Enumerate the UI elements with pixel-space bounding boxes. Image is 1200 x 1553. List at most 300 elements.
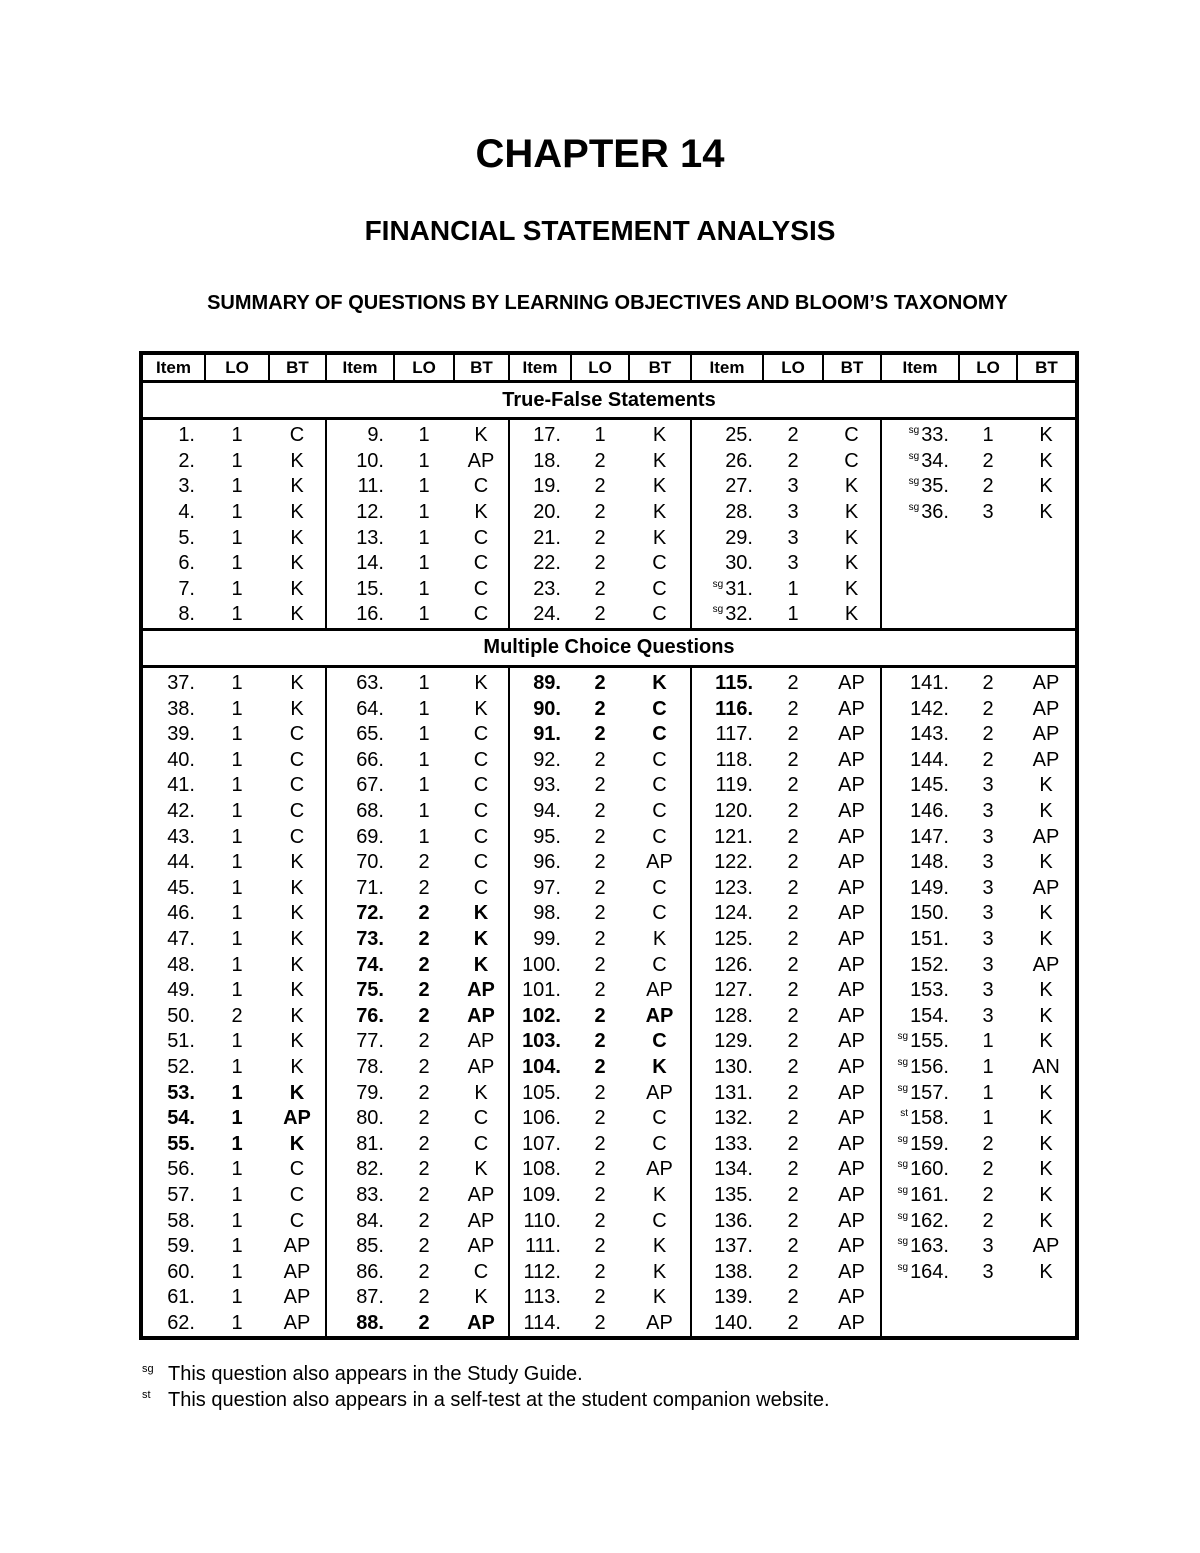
item-label: 118. <box>715 748 753 771</box>
item-label: 107. <box>522 1132 561 1155</box>
blooms-taxonomy: K <box>473 953 489 976</box>
item-label: 76. <box>356 1004 384 1027</box>
learning-objective: 3 <box>982 1260 994 1283</box>
blooms-taxonomy: K <box>1039 927 1053 950</box>
blooms-taxonomy: K <box>1039 449 1053 472</box>
item-number <box>509 1055 571 1081</box>
summary-table <box>139 351 1079 1340</box>
item-number <box>326 1106 394 1132</box>
learning-objective: 2 <box>594 552 606 575</box>
learning-objective: 2 <box>787 1081 799 1104</box>
learning-objective: 2 <box>594 851 606 874</box>
header-row <box>141 353 1077 382</box>
item-number <box>509 696 571 722</box>
learning-objective: 1 <box>418 475 430 498</box>
item-number <box>691 748 763 774</box>
item-number <box>881 876 959 902</box>
blooms-taxonomy: K <box>289 1081 305 1104</box>
learning-objective: 2 <box>418 1286 430 1309</box>
item-label: 68. <box>356 800 384 823</box>
item-label: 104. <box>522 1055 561 1078</box>
item-label: 135. <box>714 1183 753 1206</box>
blooms-taxonomy: C <box>289 774 305 797</box>
blooms-taxonomy: AP <box>283 1286 311 1309</box>
item-label: 87. <box>356 1286 384 1309</box>
item-number <box>691 1183 763 1209</box>
blooms-taxonomy: K <box>1039 1209 1053 1232</box>
learning-objective: 1 <box>231 577 243 600</box>
table-row <box>141 773 1077 799</box>
item-label: 7. <box>178 577 195 600</box>
learning-objective: 2 <box>787 1183 799 1206</box>
learning-objective: 1 <box>231 927 243 950</box>
learning-objective: 3 <box>982 851 994 874</box>
item-number <box>326 773 394 799</box>
learning-objective: 1 <box>231 672 243 695</box>
item-number <box>881 449 959 475</box>
blooms-taxonomy: AP <box>646 1158 673 1181</box>
item-number <box>141 824 205 850</box>
learning-objective: 2 <box>418 1055 430 1078</box>
blooms-taxonomy: C <box>844 424 859 447</box>
footnote-text: This question also appears in a self-test at the student companion website. <box>168 1389 830 1411</box>
blooms-taxonomy: K <box>474 424 488 447</box>
item-number <box>881 1003 959 1029</box>
learning-objective: 2 <box>982 1209 994 1232</box>
learning-objective: 2 <box>787 774 799 797</box>
learning-objective: 2 <box>594 825 606 848</box>
item-number <box>509 449 571 475</box>
header-bt: BT <box>454 353 509 382</box>
table-row <box>141 748 1077 774</box>
item-number <box>881 696 959 722</box>
item-label: 138. <box>714 1260 753 1283</box>
blooms-taxonomy: AP <box>1032 748 1060 771</box>
blooms-taxonomy: K <box>1039 774 1053 797</box>
item-number <box>881 978 959 1004</box>
item-label: 130. <box>714 1055 753 1078</box>
header-bt: BT <box>1017 353 1077 382</box>
blooms-taxonomy: AP <box>645 1004 674 1027</box>
blooms-taxonomy: AP <box>467 449 495 472</box>
blooms-taxonomy: AP <box>467 1030 495 1053</box>
blooms-taxonomy: AP <box>838 1107 865 1130</box>
item-label: 124. <box>714 902 753 925</box>
item-label: 38. <box>167 697 195 720</box>
item-number <box>881 474 959 500</box>
blooms-taxonomy: K <box>652 1260 667 1283</box>
blooms-taxonomy: C <box>473 825 489 848</box>
item-number <box>141 1080 205 1106</box>
item-number <box>509 1183 571 1209</box>
table-row <box>141 1285 1077 1311</box>
item-label: 63. <box>356 672 384 695</box>
item-number <box>326 500 394 526</box>
item-label: 128. <box>714 1004 753 1027</box>
learning-objective: 2 <box>982 1132 994 1155</box>
blooms-taxonomy: K <box>1039 979 1053 1002</box>
blooms-taxonomy: C <box>652 1107 667 1130</box>
learning-objective: 2 <box>594 1260 606 1283</box>
item-label: 61. <box>167 1286 195 1309</box>
learning-objective: 2 <box>418 927 430 950</box>
item-label: 20. <box>533 501 561 524</box>
blooms-taxonomy: AP <box>283 1107 311 1130</box>
blooms-taxonomy: AP <box>838 1183 865 1206</box>
item-label: 45. <box>167 876 195 899</box>
item-number <box>691 500 763 526</box>
blooms-taxonomy: AP <box>1032 697 1060 720</box>
table-row <box>141 927 1077 953</box>
blooms-taxonomy: C <box>652 1209 667 1232</box>
item-label: 92. <box>533 748 561 771</box>
blooms-taxonomy <box>1017 1285 1077 1311</box>
item-label: 75. <box>356 979 384 1002</box>
learning-objective: 3 <box>982 1235 994 1258</box>
item-number <box>141 1285 205 1311</box>
header-lo: LO <box>763 353 823 382</box>
item-label: 2. <box>178 449 195 472</box>
header-bt: BT <box>269 353 326 382</box>
learning-objective: 1 <box>231 851 243 874</box>
table-row <box>141 1183 1077 1209</box>
item-number <box>326 1080 394 1106</box>
item-label: 79. <box>356 1081 384 1104</box>
learning-objective: 2 <box>594 876 606 899</box>
blooms-taxonomy: C <box>473 526 489 549</box>
item-label: 13. <box>356 526 384 549</box>
learning-objective: 1 <box>418 672 430 695</box>
blooms-taxonomy: AP <box>646 851 673 874</box>
item-number <box>326 927 394 953</box>
item-number <box>691 1029 763 1055</box>
table-row <box>141 1234 1077 1260</box>
blooms-taxonomy: AP <box>838 1209 865 1232</box>
learning-objective: 1 <box>231 449 243 472</box>
learning-objective <box>959 525 1017 551</box>
item-number <box>691 722 763 748</box>
blooms-taxonomy: K <box>290 1055 304 1078</box>
item-label: 96. <box>533 851 561 874</box>
item-number <box>326 1183 394 1209</box>
blooms-taxonomy: K <box>1039 1004 1053 1027</box>
item-mark: sg <box>712 578 724 590</box>
table-row <box>141 1106 1077 1132</box>
blooms-taxonomy: C <box>289 800 305 823</box>
learning-objective: 2 <box>594 1158 606 1181</box>
learning-objective: 2 <box>594 1311 606 1334</box>
learning-objective: 1 <box>418 577 430 600</box>
item-label: 140. <box>714 1311 753 1334</box>
blooms-taxonomy: AP <box>467 1183 495 1206</box>
item-number <box>141 449 205 475</box>
learning-objective: 2 <box>418 953 430 976</box>
item-number <box>509 1285 571 1311</box>
item-label: 154. <box>910 1004 949 1027</box>
item-label: 144. <box>910 748 949 771</box>
item-mark: sg <box>897 1210 909 1222</box>
item-number <box>141 722 205 748</box>
blooms-taxonomy: AP <box>283 1311 311 1334</box>
blooms-taxonomy: AP <box>1032 1235 1060 1258</box>
item-number <box>509 577 571 603</box>
item-label: 85. <box>356 1235 384 1258</box>
learning-objective: 1 <box>418 800 430 823</box>
blooms-taxonomy: K <box>1039 501 1053 524</box>
item-label: 131. <box>714 1081 753 1104</box>
item-number <box>881 1183 959 1209</box>
table-row <box>141 551 1077 577</box>
table-row <box>141 1003 1077 1029</box>
section-header <box>141 629 1077 666</box>
learning-objective: 2 <box>594 927 606 950</box>
item-number <box>326 952 394 978</box>
learning-objective: 2 <box>787 1055 799 1078</box>
learning-objective: 3 <box>982 774 994 797</box>
item-number <box>509 722 571 748</box>
blooms-taxonomy: K <box>290 449 304 472</box>
item-mark: sg <box>897 1184 909 1196</box>
learning-objective: 2 <box>787 723 799 746</box>
blooms-taxonomy: K <box>474 501 488 524</box>
blooms-taxonomy: AP <box>467 1004 495 1027</box>
blooms-taxonomy: K <box>474 1081 488 1104</box>
blooms-taxonomy: C <box>652 774 667 797</box>
item-mark: sg <box>908 450 920 462</box>
blooms-taxonomy: K <box>1039 851 1053 874</box>
item-label: 48. <box>167 953 195 976</box>
blooms-taxonomy <box>1017 551 1077 577</box>
item-number <box>881 551 959 577</box>
item-label: 159. <box>910 1132 949 1155</box>
learning-objective: 1 <box>231 1209 243 1232</box>
learning-objective: 1 <box>231 1107 243 1130</box>
table-row <box>141 901 1077 927</box>
table-row <box>141 1208 1077 1234</box>
table-row <box>141 722 1077 748</box>
item-number <box>326 551 394 577</box>
blooms-taxonomy: AP <box>838 1286 865 1309</box>
blooms-taxonomy: AP <box>838 774 865 797</box>
header-item: Item <box>881 353 959 382</box>
item-number <box>881 722 959 748</box>
item-label: 15. <box>356 577 384 600</box>
item-number <box>691 1131 763 1157</box>
item-number <box>881 525 959 551</box>
item-label: 120. <box>714 800 753 823</box>
item-label: 5. <box>178 526 195 549</box>
item-label: 80. <box>356 1107 384 1130</box>
item-number <box>691 419 763 449</box>
learning-objective: 2 <box>787 1030 799 1053</box>
learning-objective: 1 <box>231 825 243 848</box>
item-label: 148. <box>910 851 949 874</box>
blooms-taxonomy: AP <box>838 902 865 925</box>
item-label: 4. <box>178 501 195 524</box>
item-label: 155. <box>910 1030 949 1053</box>
learning-objective: 2 <box>594 1055 606 1078</box>
learning-objective: 3 <box>982 927 994 950</box>
table-row <box>141 449 1077 475</box>
learning-objective: 2 <box>418 1260 430 1283</box>
learning-objective: 2 <box>787 748 799 771</box>
section-header <box>141 382 1077 419</box>
item-mark: st <box>900 1108 909 1120</box>
learning-objective: 2 <box>787 953 799 976</box>
item-label: 90. <box>533 697 561 720</box>
item-number <box>509 551 571 577</box>
item-number <box>141 1106 205 1132</box>
blooms-taxonomy: AP <box>838 1030 865 1053</box>
blooms-taxonomy: C <box>473 603 489 626</box>
learning-objective: 2 <box>982 723 994 746</box>
blooms-taxonomy: AP <box>1032 672 1060 695</box>
blooms-taxonomy: K <box>474 1286 488 1309</box>
item-number <box>326 666 394 696</box>
section-title: Multiple Choice Questions <box>141 629 1077 666</box>
learning-objective: 2 <box>594 577 606 600</box>
item-label: 54. <box>167 1107 195 1130</box>
item-number <box>141 696 205 722</box>
blooms-taxonomy: C <box>289 424 305 447</box>
blooms-taxonomy: K <box>652 1055 667 1078</box>
blooms-taxonomy: AP <box>838 1132 865 1155</box>
item-number <box>691 876 763 902</box>
item-number <box>881 1311 959 1339</box>
item-mark: sg <box>897 1056 909 1068</box>
blooms-taxonomy: AP <box>838 1055 865 1078</box>
table-row <box>141 1055 1077 1081</box>
blooms-taxonomy: C <box>473 1260 489 1283</box>
blooms-taxonomy: K <box>1039 1158 1053 1181</box>
item-mark: sg <box>908 425 920 437</box>
item-label: 24. <box>533 603 561 626</box>
item-number <box>881 952 959 978</box>
item-number <box>881 1080 959 1106</box>
learning-objective: 2 <box>418 1183 430 1206</box>
blooms-taxonomy: K <box>1039 1107 1053 1130</box>
item-label: 88. <box>356 1311 384 1334</box>
blooms-taxonomy: C <box>652 603 667 626</box>
item-label: 133. <box>714 1132 753 1155</box>
table-row <box>141 577 1077 603</box>
learning-objective: 1 <box>231 1260 243 1283</box>
item-number <box>691 1234 763 1260</box>
learning-objective: 2 <box>418 1209 430 1232</box>
item-label: 49. <box>167 979 195 1002</box>
item-label: 113. <box>523 1286 561 1309</box>
learning-objective: 3 <box>982 501 994 524</box>
blooms-taxonomy: K <box>652 449 667 472</box>
item-label: 146. <box>910 800 949 823</box>
item-label: 29. <box>725 526 753 549</box>
blooms-taxonomy: AP <box>838 927 865 950</box>
item-label: 93. <box>533 774 561 797</box>
learning-objective: 2 <box>418 851 430 874</box>
blooms-taxonomy <box>1017 525 1077 551</box>
learning-objective: 2 <box>787 1132 799 1155</box>
item-label: 158. <box>910 1107 949 1130</box>
learning-objective: 2 <box>594 1107 606 1130</box>
learning-objective: 2 <box>787 927 799 950</box>
item-label: 58. <box>167 1209 195 1232</box>
item-label: 126. <box>714 953 753 976</box>
item-label: 108. <box>522 1158 561 1181</box>
item-number <box>141 1234 205 1260</box>
item-label: 69. <box>356 825 384 848</box>
blooms-taxonomy: AP <box>838 876 865 899</box>
item-label: 153. <box>910 979 949 1002</box>
item-label: 22. <box>533 552 561 575</box>
learning-objective: 2 <box>418 1132 430 1155</box>
blooms-taxonomy: K <box>290 953 304 976</box>
learning-objective: 2 <box>787 1004 799 1027</box>
learning-objective: 1 <box>418 697 430 720</box>
blooms-taxonomy: C <box>289 1158 305 1181</box>
learning-objective: 1 <box>231 1055 243 1078</box>
learning-objective: 3 <box>787 526 799 549</box>
item-label: 64. <box>356 697 384 720</box>
item-label: 27. <box>725 475 753 498</box>
header-bt: BT <box>629 353 691 382</box>
item-number <box>509 1311 571 1339</box>
learning-objective: 2 <box>982 697 994 720</box>
learning-objective: 1 <box>231 526 243 549</box>
item-number <box>509 1259 571 1285</box>
learning-objective: 2 <box>982 1183 994 1206</box>
item-label: 46. <box>167 902 195 925</box>
item-number <box>509 978 571 1004</box>
item-label: 119. <box>715 774 753 797</box>
footnote-mark: sg <box>142 1363 154 1375</box>
learning-objective: 2 <box>418 1081 430 1104</box>
item-mark: sg <box>897 1082 909 1094</box>
learning-objective: 2 <box>787 449 799 472</box>
item-number <box>141 1003 205 1029</box>
item-number <box>691 1311 763 1339</box>
table-row <box>141 602 1077 629</box>
learning-objective: 1 <box>594 424 606 447</box>
learning-objective: 3 <box>982 1004 994 1027</box>
item-label: 65. <box>356 723 384 746</box>
blooms-taxonomy: K <box>652 526 667 549</box>
item-label: 145. <box>910 774 949 797</box>
item-number <box>509 876 571 902</box>
item-label: 34. <box>921 449 949 472</box>
blooms-taxonomy: K <box>652 672 667 695</box>
learning-objective: 2 <box>418 876 430 899</box>
item-number <box>326 1311 394 1339</box>
item-label: 44. <box>167 851 195 874</box>
item-label: 152. <box>910 953 949 976</box>
item-number <box>141 850 205 876</box>
learning-objective: 2 <box>594 526 606 549</box>
item-label: 67. <box>356 774 384 797</box>
item-number <box>141 666 205 696</box>
item-number <box>881 773 959 799</box>
learning-objective: 2 <box>594 723 606 746</box>
learning-objective: 2 <box>418 979 430 1002</box>
item-label: 21. <box>533 526 561 549</box>
item-number <box>326 696 394 722</box>
learning-objective: 2 <box>594 1004 606 1027</box>
item-number <box>881 577 959 603</box>
item-number <box>881 1208 959 1234</box>
table-row <box>141 850 1077 876</box>
learning-objective: 1 <box>231 723 243 746</box>
item-label: 164. <box>910 1260 949 1283</box>
item-number <box>691 1259 763 1285</box>
